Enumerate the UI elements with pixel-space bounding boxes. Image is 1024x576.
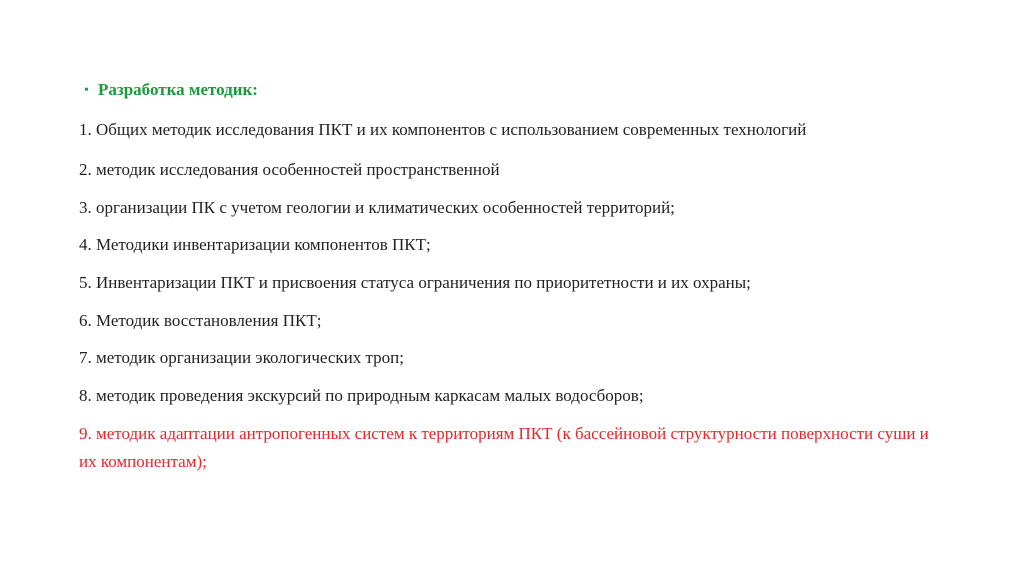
bullet-icon: •: [84, 83, 89, 98]
list-item-1: 1. Общих методик исследования ПКТ и их компонентов с использованием современных технологий: [79, 120, 807, 139]
list-item-8: 8. методик проведения экскурсий по природным каркасам малых водосборов;: [79, 386, 644, 405]
section-heading: [84, 80, 258, 100]
list-item-9-highlighted: 9. методик адаптации антропогенных систем к территориям ПКТ (к бассейновой структурности поверхности суши и их компонентам);: [79, 424, 929, 471]
list-item-7: 7. методик организации экологических троп;: [79, 348, 404, 367]
list-item-2: 2. методик исследования особенностей пространственной: [79, 160, 500, 179]
list-item-3: 3. организации ПК с учетом геологии и климатических особенностей территорий;: [79, 198, 675, 217]
list-item-5: 5. Инвентаризации ПКТ и присвоения статуса ограничения по приоритетности и их охраны;: [79, 273, 751, 292]
list-item-4: 4. Методики инвентаризации компонентов ПКТ;: [79, 235, 431, 254]
list-item-6: 6. Методик восстановления ПКТ;: [79, 311, 322, 330]
section-heading-text: Разработка методик:: [98, 80, 258, 99]
